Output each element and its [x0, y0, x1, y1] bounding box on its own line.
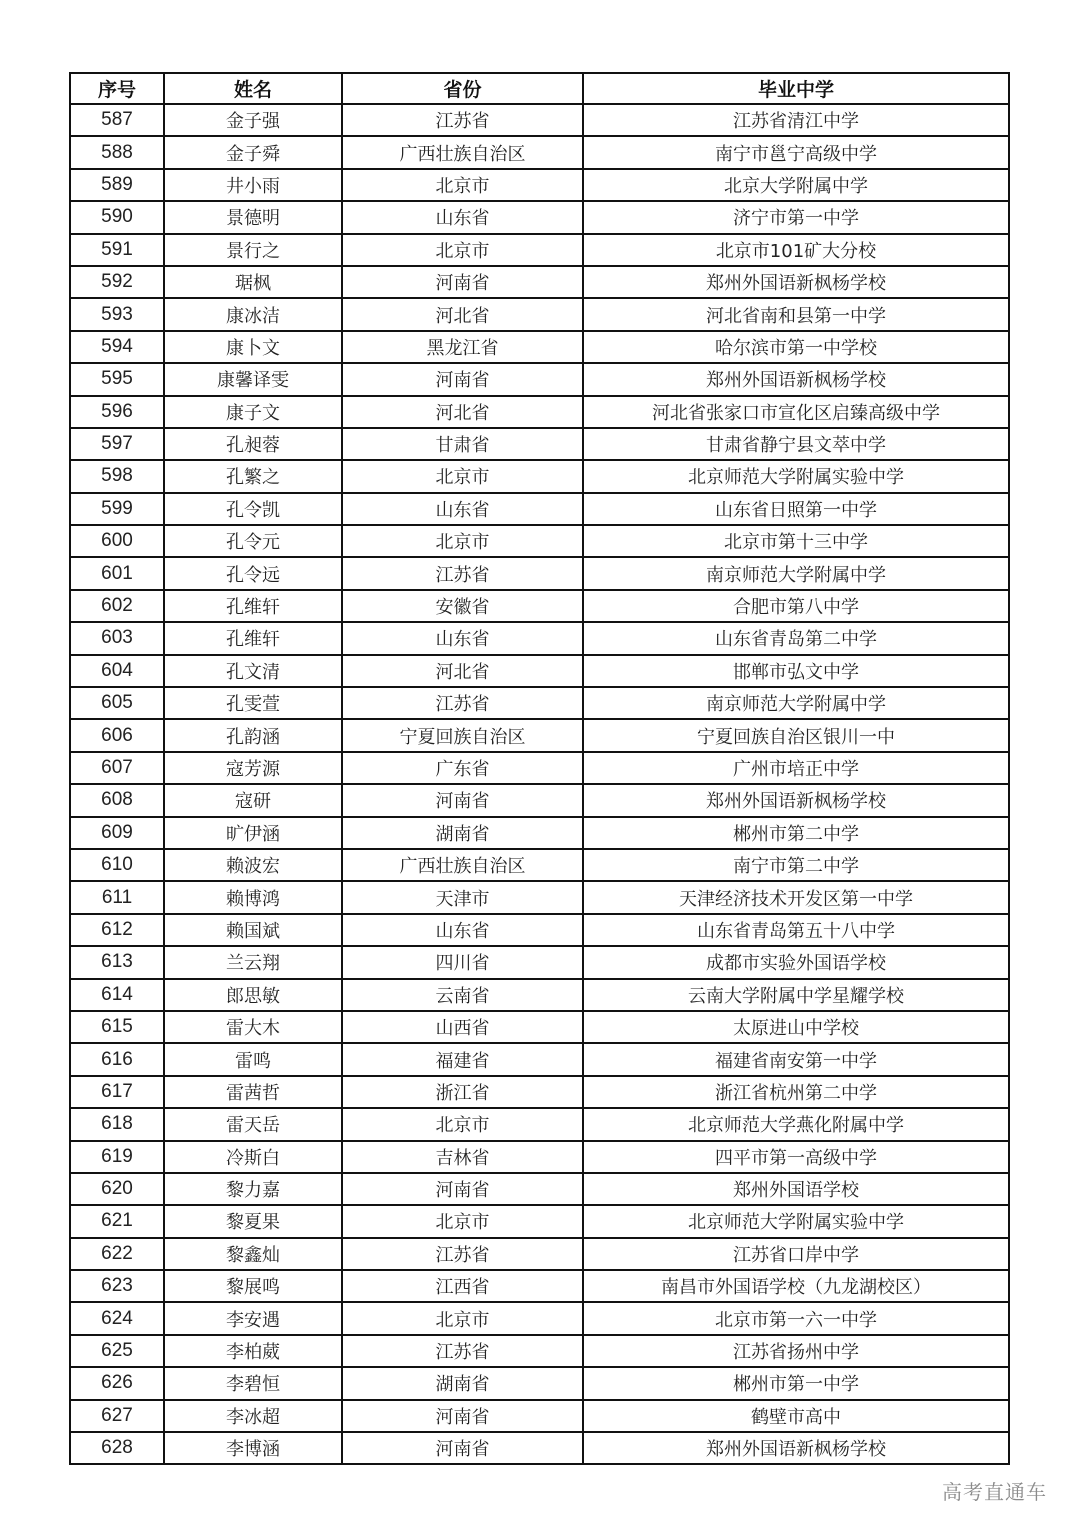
table-row: [70, 1270, 1009, 1302]
table-row: [70, 719, 1009, 751]
table-body: [70, 104, 1009, 1464]
cell-province: 江苏省: [342, 1238, 583, 1270]
cell-province: 云南省: [342, 979, 583, 1011]
cell-school: 云南大学附属中学星耀学校: [583, 979, 1009, 1011]
cell-index: 622: [70, 1238, 164, 1270]
table-row: [70, 590, 1009, 622]
cell-province: 河南省: [342, 1173, 583, 1205]
cell-school: 广州市培正中学: [583, 752, 1009, 784]
cell-index: 628: [70, 1432, 164, 1464]
table-row: [70, 622, 1009, 654]
cell-province: 广东省: [342, 752, 583, 784]
cell-index: 592: [70, 266, 164, 298]
cell-school: 郴州市第一中学: [583, 1367, 1009, 1399]
cell-school: 北京市第一六一中学: [583, 1302, 1009, 1334]
cell-school: 郑州外国语新枫杨学校: [583, 784, 1009, 816]
cell-province: 河南省: [342, 363, 583, 395]
cell-province: 北京市: [342, 1302, 583, 1334]
cell-index: 618: [70, 1108, 164, 1140]
cell-name: 李安遇: [164, 1302, 342, 1334]
table-row: [70, 655, 1009, 687]
cell-name: 李博涵: [164, 1432, 342, 1464]
table-row: [70, 881, 1009, 913]
cell-province: 湖南省: [342, 1367, 583, 1399]
cell-index: 615: [70, 1011, 164, 1043]
cell-name: 李冰超: [164, 1400, 342, 1432]
cell-name: 康冰洁: [164, 298, 342, 330]
cell-school: 邯郸市弘文中学: [583, 655, 1009, 687]
table-row: [70, 1076, 1009, 1108]
table-row: [70, 687, 1009, 719]
cell-province: 北京市: [342, 1205, 583, 1237]
cell-province: 北京市: [342, 525, 583, 557]
cell-index: 603: [70, 622, 164, 654]
cell-index: 599: [70, 493, 164, 525]
cell-index: 601: [70, 557, 164, 589]
cell-index: 596: [70, 396, 164, 428]
cell-school: 太原进山中学校: [583, 1011, 1009, 1043]
cell-province: 江西省: [342, 1270, 583, 1302]
cell-school: 南京师范大学附属中学: [583, 557, 1009, 589]
table-row: [70, 1043, 1009, 1075]
cell-school: 南宁市邕宁高级中学: [583, 136, 1009, 168]
table-row: [70, 460, 1009, 492]
cell-index: 591: [70, 234, 164, 266]
cell-index: 593: [70, 298, 164, 330]
cell-name: 康馨译雯: [164, 363, 342, 395]
cell-name: 兰云翔: [164, 946, 342, 978]
table-row: [70, 1108, 1009, 1140]
cell-school: 南昌市外国语学校（九龙湖校区）: [583, 1270, 1009, 1302]
cell-name: 孔韵涵: [164, 719, 342, 751]
cell-name: 金子强: [164, 104, 342, 136]
cell-province: 河北省: [342, 655, 583, 687]
table-row: [70, 1367, 1009, 1399]
cell-index: 611: [70, 881, 164, 913]
cell-province: 江苏省: [342, 1335, 583, 1367]
cell-name: 黎夏果: [164, 1205, 342, 1237]
table-row: [70, 946, 1009, 978]
cell-index: 594: [70, 331, 164, 363]
cell-name: 寇研: [164, 784, 342, 816]
cell-name: 孔令远: [164, 557, 342, 589]
cell-school: 山东省青岛第二中学: [583, 622, 1009, 654]
cell-province: 安徽省: [342, 590, 583, 622]
table-row: [70, 1173, 1009, 1205]
cell-school: 北京市第十三中学: [583, 525, 1009, 557]
cell-name: 郎思敏: [164, 979, 342, 1011]
table-row: [70, 1400, 1009, 1432]
cell-province: 浙江省: [342, 1076, 583, 1108]
cell-school: 郑州外国语新枫杨学校: [583, 1432, 1009, 1464]
cell-index: 589: [70, 169, 164, 201]
cell-name: 景行之: [164, 234, 342, 266]
cell-school: 北京大学附属中学: [583, 169, 1009, 201]
cell-school: 哈尔滨市第一中学校: [583, 331, 1009, 363]
watermark-label: 高考直通车: [942, 1480, 1047, 1504]
cell-index: 600: [70, 525, 164, 557]
cell-name: 雷天岳: [164, 1108, 342, 1140]
cell-province: 山西省: [342, 1011, 583, 1043]
cell-name: 琚枫: [164, 266, 342, 298]
cell-school: 合肥市第八中学: [583, 590, 1009, 622]
table-row: [70, 752, 1009, 784]
cell-name: 孔文清: [164, 655, 342, 687]
cell-province: 北京市: [342, 1108, 583, 1140]
table-row: [70, 201, 1009, 233]
table-row: [70, 914, 1009, 946]
table-row: [70, 298, 1009, 330]
cell-name: 冷斯白: [164, 1141, 342, 1173]
cell-index: 587: [70, 104, 164, 136]
cell-index: 621: [70, 1205, 164, 1237]
cell-index: 613: [70, 946, 164, 978]
cell-school: 郑州外国语学校: [583, 1173, 1009, 1205]
cell-name: 孔繁之: [164, 460, 342, 492]
cell-name: 孔维轩: [164, 590, 342, 622]
table-row: [70, 849, 1009, 881]
cell-index: 607: [70, 752, 164, 784]
cell-index: 588: [70, 136, 164, 168]
cell-name: 赖波宏: [164, 849, 342, 881]
cell-index: 626: [70, 1367, 164, 1399]
cell-index: 625: [70, 1335, 164, 1367]
cell-name: 黎力嘉: [164, 1173, 342, 1205]
cell-school: 山东省青岛第五十八中学: [583, 914, 1009, 946]
cell-name: 寇芳源: [164, 752, 342, 784]
cell-province: 黑龙江省: [342, 331, 583, 363]
cell-index: 623: [70, 1270, 164, 1302]
table-row: [70, 557, 1009, 589]
cell-name: 赖博鸿: [164, 881, 342, 913]
cell-school: 济宁市第一中学: [583, 201, 1009, 233]
cell-index: 624: [70, 1302, 164, 1334]
cell-name: 黎鑫灿: [164, 1238, 342, 1270]
cell-province: 北京市: [342, 169, 583, 201]
table-row: [70, 817, 1009, 849]
cell-name: 赖国斌: [164, 914, 342, 946]
cell-province: 甘肃省: [342, 428, 583, 460]
cell-name: 雷鸣: [164, 1043, 342, 1075]
cell-school: 北京师范大学附属实验中学: [583, 1205, 1009, 1237]
cell-school: 北京师范大学附属实验中学: [583, 460, 1009, 492]
cell-name: 金子舜: [164, 136, 342, 168]
table-row: [70, 331, 1009, 363]
cell-name: 孔令元: [164, 525, 342, 557]
header-province: 省份: [342, 73, 583, 104]
cell-school: 河北省张家口市宣化区启臻高级中学: [583, 396, 1009, 428]
cell-province: 河北省: [342, 396, 583, 428]
cell-province: 北京市: [342, 234, 583, 266]
cell-index: 614: [70, 979, 164, 1011]
cell-index: 620: [70, 1173, 164, 1205]
cell-name: 李柏葳: [164, 1335, 342, 1367]
cell-province: 吉林省: [342, 1141, 583, 1173]
cell-school: 郑州外国语新枫杨学校: [583, 266, 1009, 298]
cell-province: 山东省: [342, 201, 583, 233]
cell-province: 江苏省: [342, 687, 583, 719]
table-row: [70, 428, 1009, 460]
cell-school: 宁夏回族自治区银川一中: [583, 719, 1009, 751]
cell-school: 四平市第一高级中学: [583, 1141, 1009, 1173]
cell-province: 湖南省: [342, 817, 583, 849]
cell-province: 江苏省: [342, 557, 583, 589]
cell-province: 河北省: [342, 298, 583, 330]
cell-school: 浙江省杭州第二中学: [583, 1076, 1009, 1108]
cell-province: 河南省: [342, 784, 583, 816]
cell-school: 南宁市第二中学: [583, 849, 1009, 881]
cell-name: 康子文: [164, 396, 342, 428]
table-row: [70, 1335, 1009, 1367]
cell-school: 北京师范大学燕化附属中学: [583, 1108, 1009, 1140]
cell-school: 福建省南安第一中学: [583, 1043, 1009, 1075]
table-row: [70, 525, 1009, 557]
cell-school: 南京师范大学附属中学: [583, 687, 1009, 719]
cell-name: 康卜文: [164, 331, 342, 363]
cell-province: 河南省: [342, 1400, 583, 1432]
cell-name: 雷茜哲: [164, 1076, 342, 1108]
cell-name: 黎展鸣: [164, 1270, 342, 1302]
cell-index: 595: [70, 363, 164, 395]
cell-school: 郴州市第二中学: [583, 817, 1009, 849]
cell-index: 627: [70, 1400, 164, 1432]
cell-name: 旷伊涵: [164, 817, 342, 849]
cell-province: 山东省: [342, 622, 583, 654]
cell-school: 甘肃省静宁县文萃中学: [583, 428, 1009, 460]
cell-school: 天津经济技术开发区第一中学: [583, 881, 1009, 913]
cell-province: 福建省: [342, 1043, 583, 1075]
table-row: [70, 234, 1009, 266]
header-index: 序号: [70, 73, 164, 104]
cell-province: 四川省: [342, 946, 583, 978]
cell-province: 江苏省: [342, 104, 583, 136]
table-row: [70, 1141, 1009, 1173]
table-row: [70, 1205, 1009, 1237]
table-row: [70, 1238, 1009, 1270]
table-row: [70, 266, 1009, 298]
table-row: [70, 1432, 1009, 1464]
cell-index: 610: [70, 849, 164, 881]
cell-school: 江苏省清江中学: [583, 104, 1009, 136]
cell-index: 604: [70, 655, 164, 687]
cell-name: 井小雨: [164, 169, 342, 201]
cell-index: 590: [70, 201, 164, 233]
cell-province: 天津市: [342, 881, 583, 913]
cell-index: 606: [70, 719, 164, 751]
table-row: [70, 363, 1009, 395]
cell-province: 河南省: [342, 1432, 583, 1464]
cell-name: 李碧恒: [164, 1367, 342, 1399]
cell-school: 江苏省口岸中学: [583, 1238, 1009, 1270]
table-row: [70, 169, 1009, 201]
cell-province: 河南省: [342, 266, 583, 298]
table-row: [70, 979, 1009, 1011]
header-name: 姓名: [164, 73, 342, 104]
cell-index: 616: [70, 1043, 164, 1075]
cell-index: 597: [70, 428, 164, 460]
cell-index: 609: [70, 817, 164, 849]
cell-school: 山东省日照第一中学: [583, 493, 1009, 525]
cell-index: 608: [70, 784, 164, 816]
cell-index: 617: [70, 1076, 164, 1108]
table-row: [70, 1302, 1009, 1334]
cell-school: 郑州外国语新枫杨学校: [583, 363, 1009, 395]
table-row: [70, 136, 1009, 168]
table-header-row: [70, 73, 1009, 104]
header-school: 毕业中学: [583, 73, 1009, 104]
cell-school: 鹤壁市高中: [583, 1400, 1009, 1432]
cell-index: 605: [70, 687, 164, 719]
table-row: [70, 784, 1009, 816]
cell-name: 孔雯萱: [164, 687, 342, 719]
cell-province: 广西壮族自治区: [342, 849, 583, 881]
roster-sheet: [69, 72, 1008, 1465]
cell-name: 孔维轩: [164, 622, 342, 654]
cell-school: 北京市101矿大分校: [583, 234, 1009, 266]
cell-province: 北京市: [342, 460, 583, 492]
cell-province: 山东省: [342, 914, 583, 946]
cell-province: 宁夏回族自治区: [342, 719, 583, 751]
table-row: [70, 493, 1009, 525]
cell-index: 602: [70, 590, 164, 622]
cell-name: 孔令凯: [164, 493, 342, 525]
table-row: [70, 1011, 1009, 1043]
cell-name: 雷大木: [164, 1011, 342, 1043]
table-row: [70, 396, 1009, 428]
cell-name: 孔昶蓉: [164, 428, 342, 460]
cell-province: 广西壮族自治区: [342, 136, 583, 168]
cell-school: 江苏省扬州中学: [583, 1335, 1009, 1367]
cell-index: 619: [70, 1141, 164, 1173]
cell-province: 山东省: [342, 493, 583, 525]
cell-index: 598: [70, 460, 164, 492]
cell-name: 景德明: [164, 201, 342, 233]
cell-index: 612: [70, 914, 164, 946]
roster-table: [69, 72, 1010, 1465]
cell-school: 成都市实验外国语学校: [583, 946, 1009, 978]
cell-school: 河北省南和县第一中学: [583, 298, 1009, 330]
table-row: [70, 104, 1009, 136]
